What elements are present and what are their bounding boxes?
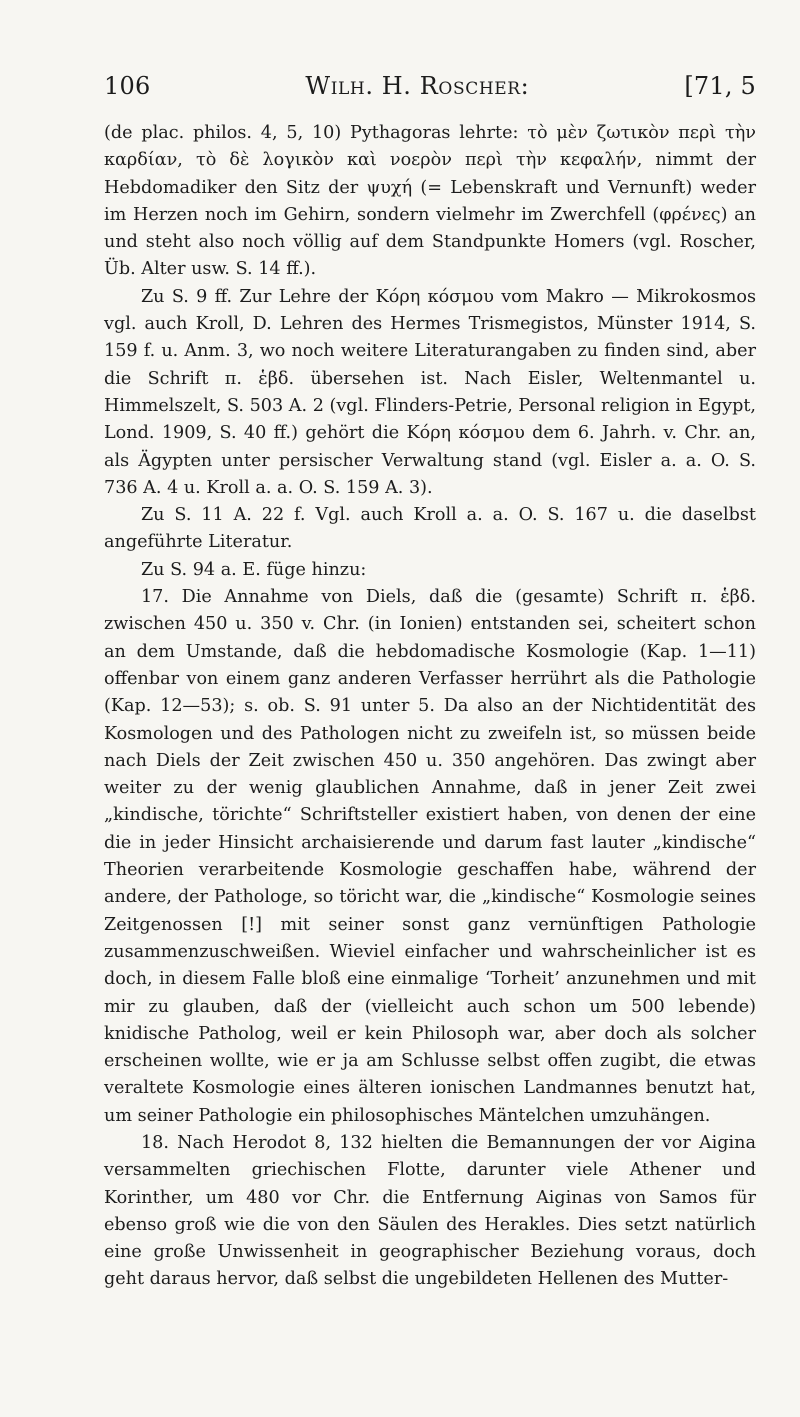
paragraph: (de plac. philos. 4, 5, 10) Pythagoras lehrte: τὸ μὲν ζωτικὸν περὶ τὴν καρδίαν, τὸ δὲ λογικὸν καὶ νοερὸν περὶ τὴν κεφαλήν, nimmt der Hebdomadiker den Sitz der ψυχή (= Lebenskraft und Vernunft) weder im Herzen noch im Gehirn, sondern vielmehr im Zwerchfell (φρένες) an und steht also noch völlig auf dem Standpunkte Homers (vgl. Roscher, Üb. Alter usw. S. 14 ff.). <box>104 123 756 280</box>
page-number: 106 <box>104 72 151 100</box>
paragraph: 17. Die Annahme von Diels, daß die (gesamte) Schrift π. ἑβδ. zwischen 450 u. 350 v. Chr. (in Ionien) entstanden sei, scheitert schon an dem Umstande, daß die hebdomadische Kosmologie (Kap. 1—11) offenbar von einem ganz anderen Verfasser herrührt als die Pathologie (Kap. 12—53); s. ob. S. 91 unter 5. Da also an der Nichtidentität des Kosmologen und des Pathologen nicht zu zweifeln ist, so müssen beide nach Diels der Zeit zwischen 450 u. 350 angehören. Das zwingt aber weiter zu der wenig glaublichen Annahme, daß in jener Zeit zwei „kindische, törichte“ Schriftsteller existiert haben, von denen der eine die in jeder Hinsicht archaisierende und darum fast lauter „kindische“ Theorien verarbeitende Kosmologie geschaffen habe, während der andere, der Pathologe, so töricht war, die „kindische“ Kosmologie seines Zeitgenossen [!] mit seiner sonst ganz vernünftigen Pathologie zusammenzuschweißen. Wieviel einfacher und wahrscheinlicher ist es doch, in diesem Falle bloß eine einmalige ‘Torheit’ anzunehmen und mit mir zu glauben, daß der (vielleicht auch schon um 500 lebende) knidische Patholog, weil er kein Philosoph war, aber doch als solcher erscheinen wollte, wie er ja am Schlusse selbst offen zugibt, die etwas veraltete Kosmologie eines älteren ionischen Landmannes benutzt hat, um seiner Pathologie ein philosophisches Mäntelchen umzuhängen. <box>104 587 756 1126</box>
paragraph: Zu S. 94 a. E. füge hinzu: <box>140 559 367 580</box>
section-marker: [71, 5 <box>684 72 756 100</box>
paragraph: Zu S. 9 ff. Zur Lehre der Κόρη κόσμου vom Makro — Mikrokosmos vgl. auch Kroll, D. Lehren des Hermes Trismegistos, Münster 1914, S. 159 f. u. Anm. 3, wo noch weitere Literaturangaben zu finden sind, aber die Schrift π. ἑβδ. übersehen ist. Nach Eisler, Weltenmantel u. Himmelszelt, S. 503 A. 2 (vgl. Flinders-Petrie, Personal religion in Egypt, Lond. 1909, S. 40 ff.) gehört die Κόρη κόσμου dem 6. Jahrh. v. Chr. an, als Ägypten unter persischer Verwaltung stand (vgl. Eisler a. a. O. S. 736 A. 4 u. Kroll a. a. O. S. 159 A. 3). <box>104 286 756 498</box>
paragraph: Zu S. 11 A. 22 f. Vgl. auch Kroll a. a. O. S. 167 u. die daselbst angeführte Literatur. <box>104 505 756 553</box>
running-header <box>104 72 756 100</box>
running-title: Wilh. H. Roscher: <box>305 72 530 100</box>
body-text <box>104 120 756 1294</box>
paragraph: 18. Nach Herodot 8, 132 hielten die Bemannungen der vor Aigina versammelten griechischen Flotte, darunter viele Athener und Korinther, um 480 vor Chr. die Entfernung Aiginas von Samos für ebenso groß wie die von den Säulen des Herakles. Dies setzt natürlich eine große Unwissenheit in geographischer Beziehung voraus, doch geht daraus hervor, daß selbst die ungebildeten Hellenen des Mutter- <box>104 1132 756 1290</box>
